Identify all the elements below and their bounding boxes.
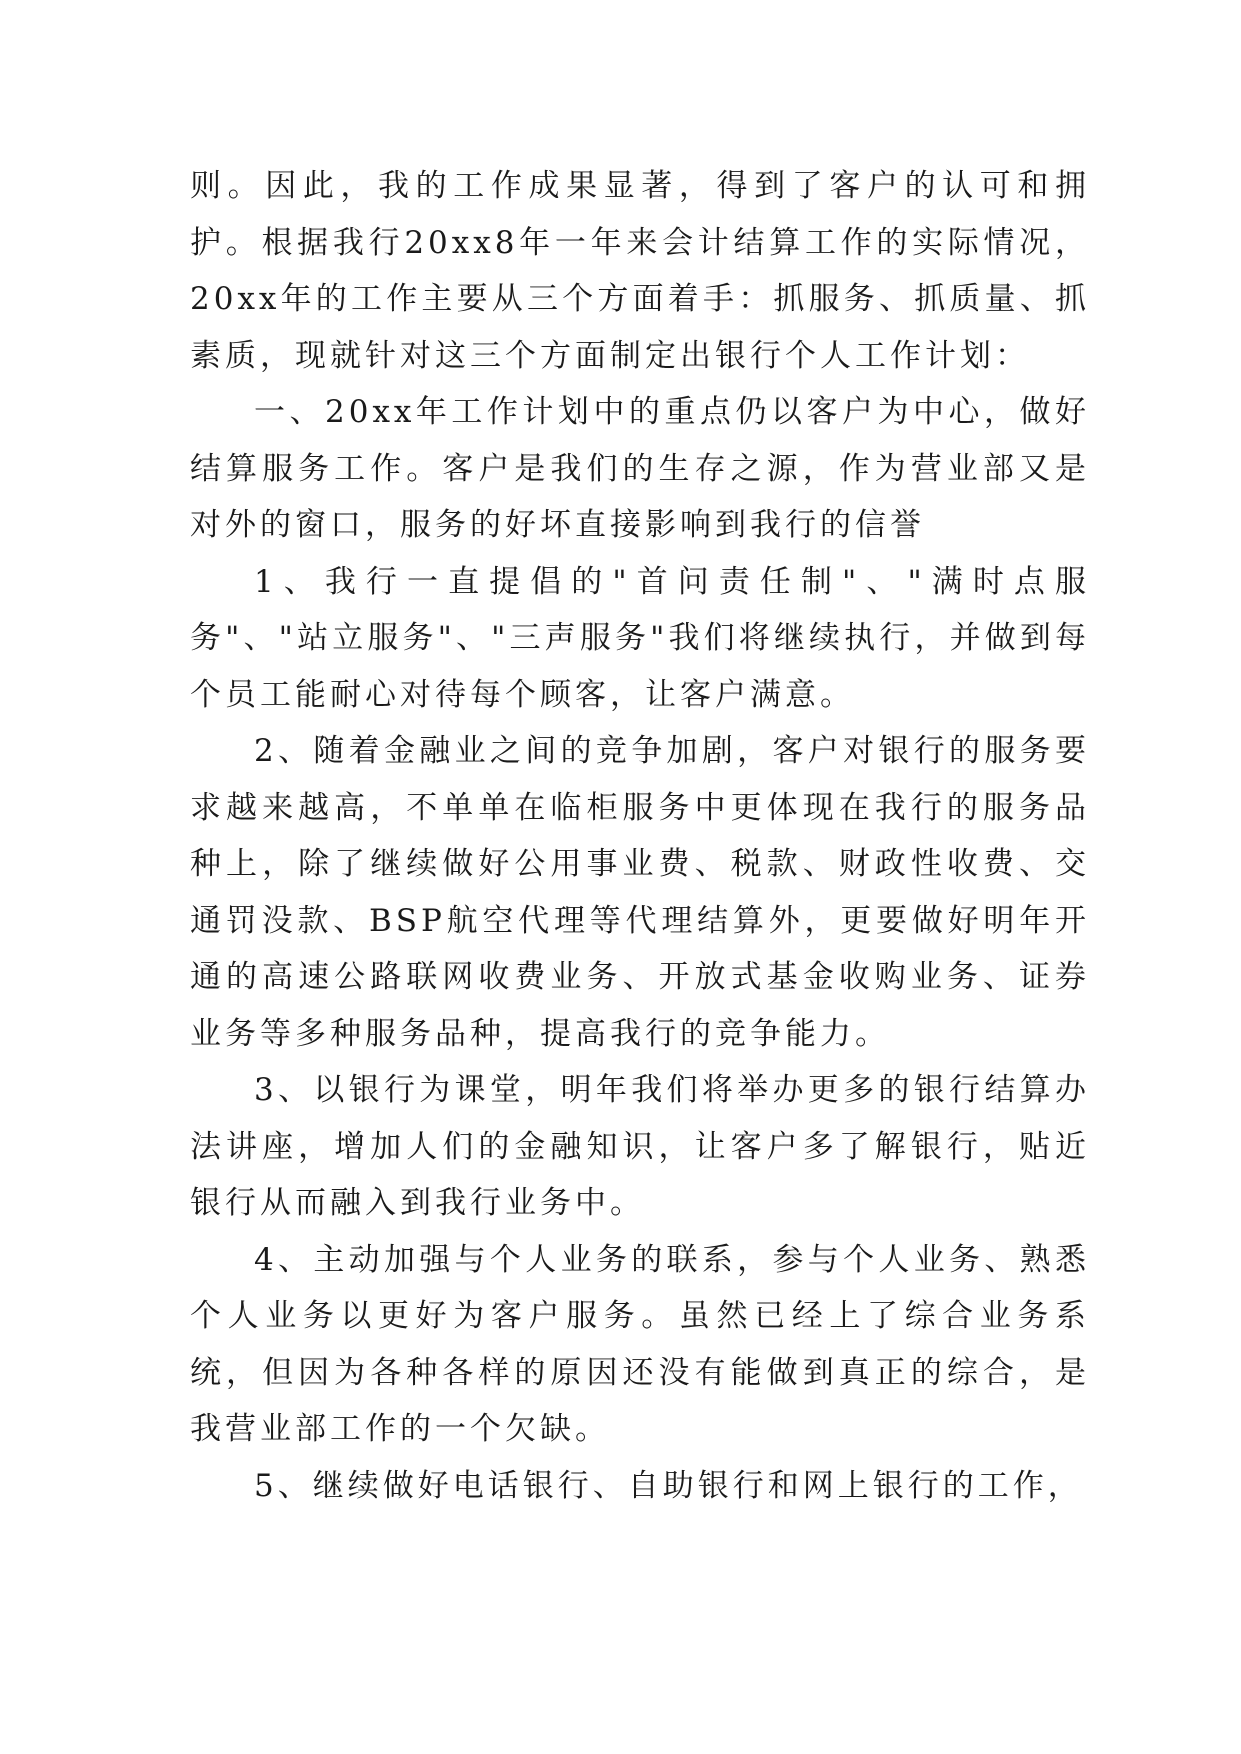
paragraph: 则。因此，我的工作成果显著，得到了客户的认可和拥护。根据我行20xx8年一年来会计结算工作的实际情况，20xx年的工作主要从三个方面着手：抓服务、抓质量、抓素质，现就针对这三个方面制定出银行个人工作计划： (190, 168, 1090, 374)
paragraph: 3、以银行为课堂，明年我们将举办更多的银行结算办法讲座，增加人们的金融知识，让客户多了解银行，贴近银行从而融入到我行业务中。 (190, 1072, 1090, 1221)
paragraph: 2、随着金融业之间的竞争加剧，客户对银行的服务要求越来越高，不单单在临柜服务中更体现在我行的服务品种上，除了继续做好公用事业费、税款、财政性收费、交通罚没款、BSP航空代理等代理结算外，更要做好明年开通的高速公路联网收费业务、开放式基金收购业务、证券业务等多种服务品种，提高我行的竞争能力。 (190, 733, 1090, 1052)
paragraph: 一、20xx年工作计划中的重点仍以客户为中心，做好结算服务工作。客户是我们的生存之源，作为营业部又是对外的窗口，服务的好坏直接影响到我行的信誉 (190, 394, 1090, 543)
paragraph: 1、我行一直提倡的"首问责任制"、"满时点服务"、"站立服务"、"三声服务"我们将继续执行，并做到每个员工能耐心对待每个顾客，让客户满意。 (190, 563, 1090, 713)
body-text (190, 158, 1090, 1514)
paragraph: 4、主动加强与个人业务的联系，参与个人业务、熟悉个人业务以更好为客户服务。虽然已经上了综合业务系统，但因为各种各样的原因还没有能做到真正的综合，是我营业部工作的一个欠缺。 (190, 1241, 1090, 1447)
paragraph: 5、继续做好电话银行、自助银行和网上银行的工作， (254, 1467, 1083, 1504)
